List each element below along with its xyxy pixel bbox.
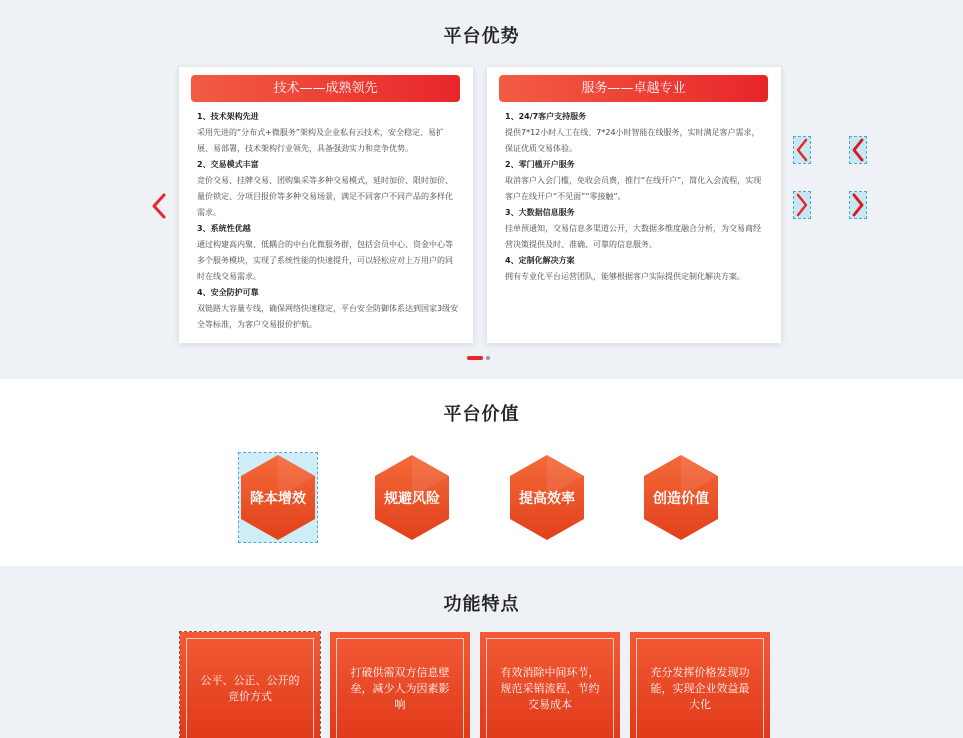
advantage-card-service [487,67,781,343]
value-section [0,379,963,566]
value-label: 降本增效 [250,490,306,507]
pagination-dot[interactable] [486,356,490,360]
item-heading: 1、技术架构先进 [197,112,259,121]
item-text: 通过构建高内聚、低耦合的中台化微服务群，包括会员中心、资金中心等多个服务模块，实现了系统性能的快速提升，可以轻松应对上万用户的同时在线交易需求。 [197,240,453,281]
carousel-pagination [0,356,963,362]
item-text: 竞价交易、挂牌交易、团购集采等多种交易模式，延时加价、限时加价、量价锁定、分项目报价等多种交易场景，满足不同客户不同产品的多样化需求。 [197,176,453,217]
item-heading: 3、大数据信息服务 [505,208,575,217]
feature-card-4[interactable] [630,632,770,738]
value-hex-3[interactable] [508,453,586,542]
item-text: 挂单预通知，交易信息多渠道公开，大数据多维度融合分析，为交易商经营决策提供及时、准确、可靠的信息服务。 [505,224,761,249]
carousel-next-button-hover[interactable] [850,192,866,218]
card-body [505,109,767,285]
item-heading: 2、交易模式丰富 [197,160,259,169]
value-hex-2[interactable] [373,453,451,542]
feature-text: 有效消除中间环节，规范采销流程，节约交易成本 [486,638,614,738]
item-heading: 1、24/7客户支持服务 [505,112,587,121]
item-heading: 4、定制化解决方案 [505,256,575,265]
carousel-prev-button-alt[interactable] [794,137,810,163]
pagination-dot-active[interactable] [467,356,483,360]
value-hex-4[interactable] [642,453,720,542]
carousel-next-button-alt[interactable] [794,192,810,218]
section-title-features: 功能特点 [443,594,520,615]
feature-text: 公平、公正、公开的竞价方式 [186,638,314,738]
value-label: 创造价值 [653,490,709,507]
chevron-right-icon [794,192,810,218]
feature-text: 充分发挥价格发现功能，实现企业效益最大化 [636,638,764,738]
feature-card-1[interactable] [180,632,320,738]
item-heading: 3、系统性优越 [197,224,251,233]
card-header: 技术——成熟领先 [191,75,460,102]
value-hex-1[interactable] [239,453,317,542]
feature-card-3[interactable] [480,632,620,738]
item-text: 采用先进的“分布式+微服务”架构及企业私有云技术，安全稳定、易扩展、易部署，技术架构行业领先，具备强劲实力和竞争优势。 [197,128,444,153]
card-body [197,109,459,333]
item-text: 提供7*12小时人工在线、7*24小时智能在线服务，实时满足客户需求，保证优质交易体验。 [505,128,760,153]
advantage-card-tech [179,67,473,343]
item-text: 取消客户入会门槛，免收会员费，推行“在线开户”，简化入会流程，实现客户在线开户“不见面”“零接触”。 [505,176,762,201]
section-title-value: 平台价值 [443,404,520,425]
carousel-prev-button[interactable] [149,192,169,222]
card-header: 服务——卓越专业 [499,75,768,102]
item-heading: 2、零门槛开户服务 [505,160,575,169]
chevron-left-icon [149,192,169,220]
value-label: 规避风险 [384,490,440,507]
chevron-right-icon [850,192,866,218]
section-title-advantages: 平台优势 [443,26,520,47]
item-text: 双链路大容量专线，确保网络快速稳定，平台安全防御体系达到国家3级安全等标准，为客户交易报价护航。 [197,304,459,329]
item-text: 拥有专业化平台运营团队，能够根据客户实际提供定制化解决方案。 [505,272,745,281]
item-heading: 4、安全防护可靠 [197,288,259,297]
value-label: 提高效率 [519,490,575,507]
chevron-left-icon [794,137,810,163]
feature-text: 打破供需双方信息壁垒，减少人为因素影响 [336,638,464,738]
chevron-left-icon [850,137,866,163]
carousel-prev-button-hover[interactable] [850,137,866,163]
feature-card-2[interactable] [330,632,470,738]
